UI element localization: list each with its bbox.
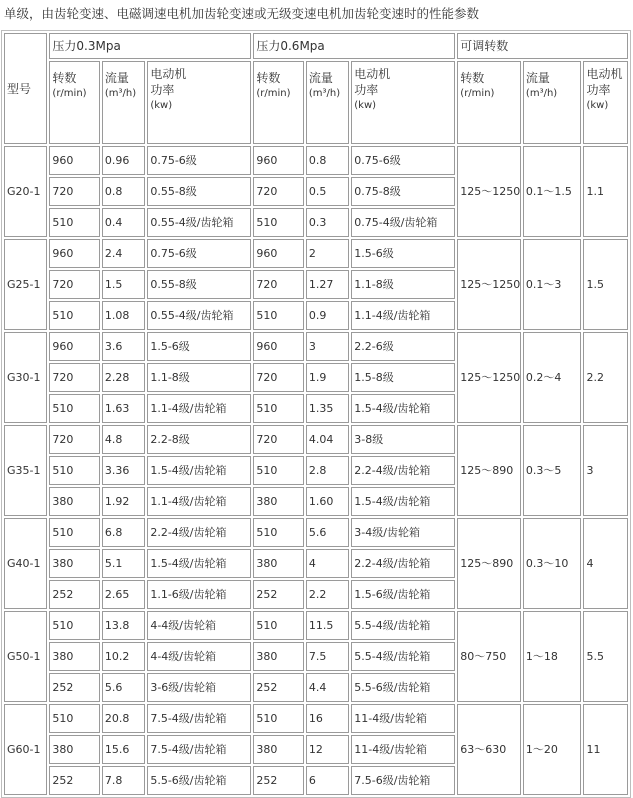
motor-cell-03: 4-4级/齿轮箱 <box>147 611 251 640</box>
flow-cell-03: 20.8 <box>102 704 145 733</box>
flow-cell-06: 4.04 <box>306 425 349 454</box>
flow-cell-03: 1.92 <box>102 487 145 516</box>
speed-cell-06: 960 <box>253 332 303 361</box>
speed-cell-03: 720 <box>49 363 99 392</box>
model-cell: G25-1 <box>4 239 47 330</box>
flow-cell-03: 6.8 <box>102 518 145 547</box>
table-row <box>4 239 628 268</box>
flow-cell-03: 5.6 <box>102 673 145 702</box>
table-row <box>4 704 628 733</box>
motor-cell-06: 11-4级/齿轮箱 <box>351 704 455 733</box>
motor-cell-03: 7.5-4级/齿轮箱 <box>147 704 251 733</box>
flow-cell-06: 0.9 <box>306 301 349 330</box>
speed-cell-06: 252 <box>253 673 303 702</box>
motor-cell-06: 2.2-4级/齿轮箱 <box>351 549 455 578</box>
adjustable-speed-cell: 63～630 <box>457 704 521 795</box>
speed-cell-06: 510 <box>253 394 303 423</box>
flow-cell-06: 5.6 <box>306 518 349 547</box>
motor-cell-06: 1.1-8级 <box>351 270 455 299</box>
speed-cell-06: 380 <box>253 735 303 764</box>
speed-cell-06: 510 <box>253 208 303 237</box>
speed-cell-03: 720 <box>49 177 99 206</box>
flow-cell-06: 4.4 <box>306 673 349 702</box>
speed-cell-03: 510 <box>49 611 99 640</box>
flow-cell-03: 2.4 <box>102 239 145 268</box>
speed-cell-06: 380 <box>253 487 303 516</box>
motor-cell-03: 0.55-8级 <box>147 177 251 206</box>
speed-cell-03: 510 <box>49 394 99 423</box>
flow-cell-06: 12 <box>306 735 349 764</box>
flow-cell-03: 2.28 <box>102 363 145 392</box>
flow-cell-06: 0.5 <box>306 177 349 206</box>
adjustable-flow-cell: 0.3～5 <box>523 425 582 516</box>
motor-cell-06: 1.1-4级/齿轮箱 <box>351 301 455 330</box>
speed-cell-03: 960 <box>49 146 99 175</box>
speed-cell-06: 510 <box>253 301 303 330</box>
speed-cell-03: 720 <box>49 270 99 299</box>
motor-cell-06: 3-4级/齿轮箱 <box>351 518 455 547</box>
adjustable-flow-cell: 0.2～4 <box>523 332 582 423</box>
speed-cell-03: 510 <box>49 518 99 547</box>
motor-cell-06: 11-4级/齿轮箱 <box>351 735 455 764</box>
motor-cell-03: 0.55-4级/齿轮箱 <box>147 208 251 237</box>
model-cell: G50-1 <box>4 611 47 702</box>
model-cell: G20-1 <box>4 146 47 237</box>
speed-cell-06: 380 <box>253 642 303 671</box>
table-row <box>4 611 628 640</box>
speed-cell-03: 510 <box>49 208 99 237</box>
motor-cell-06: 2.2-6级 <box>351 332 455 361</box>
motor-cell-03: 1.1-4级/齿轮箱 <box>147 487 251 516</box>
flow-cell-03: 2.65 <box>102 580 145 609</box>
motor-cell-03: 1.5-4级/齿轮箱 <box>147 456 251 485</box>
motor-cell-03: 0.75-6级 <box>147 146 251 175</box>
performance-table <box>1 30 631 798</box>
flow-cell-03: 0.4 <box>102 208 145 237</box>
flow-cell-06: 11.5 <box>306 611 349 640</box>
table-body <box>4 146 628 795</box>
speed-cell-03: 510 <box>49 456 99 485</box>
adjustable-speed-cell: 80～750 <box>457 611 521 702</box>
motor-cell-03: 2.2-8级 <box>147 425 251 454</box>
speed-cell-06: 510 <box>253 611 303 640</box>
adjustable-flow-cell: 0.1～3 <box>523 239 582 330</box>
adjustable-flow-cell: 0.1～1.5 <box>523 146 582 237</box>
speed-cell-03: 252 <box>49 673 99 702</box>
table-row <box>4 332 628 361</box>
motor-cell-03: 0.55-4级/齿轮箱 <box>147 301 251 330</box>
flow-cell-06: 1.27 <box>306 270 349 299</box>
motor-cell-06: 1.5-6级/齿轮箱 <box>351 580 455 609</box>
adjustable-flow-cell: 1～20 <box>523 704 582 795</box>
motor-cell-06: 1.5-4级/齿轮箱 <box>351 394 455 423</box>
motor-cell-03: 1.1-8级 <box>147 363 251 392</box>
flow-cell-06: 1.60 <box>306 487 349 516</box>
motor-cell-03: 0.55-8级 <box>147 270 251 299</box>
speed-cell-03: 960 <box>49 239 99 268</box>
speed-cell-03: 510 <box>49 704 99 733</box>
header-speed-06: 转数 (r/min) <box>253 61 303 144</box>
header-motor-adj: 电动机 功率 (kw) <box>583 61 628 144</box>
flow-cell-03: 13.8 <box>102 611 145 640</box>
flow-cell-03: 3.6 <box>102 332 145 361</box>
motor-cell-06: 0.75-4级/齿轮箱 <box>351 208 455 237</box>
header-motor-03: 电动机 功率 (kw) <box>147 61 251 144</box>
speed-cell-06: 960 <box>253 239 303 268</box>
speed-cell-03: 720 <box>49 425 99 454</box>
header-row-columns <box>4 61 628 144</box>
motor-cell-06: 5.5-4级/齿轮箱 <box>351 642 455 671</box>
motor-cell-03: 2.2-4级/齿轮箱 <box>147 518 251 547</box>
header-flow-03: 流量 (m³/h) <box>102 61 145 144</box>
speed-cell-03: 380 <box>49 549 99 578</box>
adjustable-motor-cell: 2.2 <box>583 332 628 423</box>
motor-cell-03: 7.5-4级/齿轮箱 <box>147 735 251 764</box>
adjustable-speed-cell: 125～890 <box>457 518 521 609</box>
flow-cell-06: 3 <box>306 332 349 361</box>
flow-cell-03: 1.63 <box>102 394 145 423</box>
adjustable-motor-cell: 5.5 <box>583 611 628 702</box>
flow-cell-06: 2.8 <box>306 456 349 485</box>
speed-cell-06: 510 <box>253 704 303 733</box>
header-model: 型号 <box>4 33 47 144</box>
speed-cell-06: 720 <box>253 363 303 392</box>
flow-cell-06: 2.2 <box>306 580 349 609</box>
motor-cell-03: 4-4级/齿轮箱 <box>147 642 251 671</box>
speed-cell-06: 720 <box>253 425 303 454</box>
speed-cell-06: 252 <box>253 580 303 609</box>
motor-cell-03: 3-6级/齿轮箱 <box>147 673 251 702</box>
motor-cell-06: 3-8级 <box>351 425 455 454</box>
flow-cell-06: 1.9 <box>306 363 349 392</box>
adjustable-motor-cell: 3 <box>583 425 628 516</box>
adjustable-speed-cell: 125～890 <box>457 425 521 516</box>
motor-cell-06: 2.2-4级/齿轮箱 <box>351 456 455 485</box>
model-cell: G60-1 <box>4 704 47 795</box>
header-flow-adj: 流量 (m³/h) <box>523 61 582 144</box>
flow-cell-03: 0.96 <box>102 146 145 175</box>
motor-cell-06: 1.5-8级 <box>351 363 455 392</box>
motor-cell-06: 5.5-6级/齿轮箱 <box>351 673 455 702</box>
table-row <box>4 425 628 454</box>
flow-cell-03: 1.08 <box>102 301 145 330</box>
header-speed-adj: 转数 (r/min) <box>457 61 521 144</box>
speed-cell-03: 252 <box>49 766 99 795</box>
header-motor-06: 电动机 功率 (kw) <box>351 61 455 144</box>
speed-cell-03: 252 <box>49 580 99 609</box>
flow-cell-03: 3.36 <box>102 456 145 485</box>
speed-cell-06: 960 <box>253 146 303 175</box>
adjustable-motor-cell: 4 <box>583 518 628 609</box>
motor-cell-06: 7.5-6级/齿轮箱 <box>351 766 455 795</box>
adjustable-flow-cell: 1～18 <box>523 611 582 702</box>
header-speed-03: 转数 (r/min) <box>49 61 99 144</box>
header-row-groups <box>4 33 628 59</box>
motor-cell-06: 0.75-6级 <box>351 146 455 175</box>
adjustable-motor-cell: 1.5 <box>583 239 628 330</box>
flow-cell-03: 15.6 <box>102 735 145 764</box>
flow-cell-06: 1.35 <box>306 394 349 423</box>
adjustable-speed-cell: 125～1250 <box>457 332 521 423</box>
model-cell: G30-1 <box>4 332 47 423</box>
flow-cell-03: 4.8 <box>102 425 145 454</box>
speed-cell-03: 380 <box>49 735 99 764</box>
motor-cell-03: 1.5-6级 <box>147 332 251 361</box>
speed-cell-03: 960 <box>49 332 99 361</box>
motor-cell-06: 0.75-8级 <box>351 177 455 206</box>
motor-cell-03: 1.1-6级/齿轮箱 <box>147 580 251 609</box>
table-row <box>4 146 628 175</box>
adjustable-motor-cell: 11 <box>583 704 628 795</box>
flow-cell-06: 7.5 <box>306 642 349 671</box>
motor-cell-06: 5.5-4级/齿轮箱 <box>351 611 455 640</box>
header-group-0.6mpa: 压力0.6Mpa <box>253 33 455 59</box>
model-cell: G35-1 <box>4 425 47 516</box>
adjustable-speed-cell: 125～1250 <box>457 146 521 237</box>
flow-cell-06: 0.8 <box>306 146 349 175</box>
motor-cell-03: 1.1-4级/齿轮箱 <box>147 394 251 423</box>
flow-cell-03: 0.8 <box>102 177 145 206</box>
table-caption: 单级，由齿轮变速、电磁调速电机加齿轮变速或无级变速电机加齿轮变速时的性能参数 <box>4 6 480 21</box>
motor-cell-03: 5.5-6级/齿轮箱 <box>147 766 251 795</box>
adjustable-flow-cell: 0.3～10 <box>523 518 582 609</box>
header-group-adjustable: 可调转数 <box>457 33 628 59</box>
flow-cell-03: 10.2 <box>102 642 145 671</box>
motor-cell-06: 1.5-6级 <box>351 239 455 268</box>
model-cell: G40-1 <box>4 518 47 609</box>
flow-cell-06: 2 <box>306 239 349 268</box>
header-flow-06: 流量 (m³/h) <box>306 61 349 144</box>
table-row <box>4 518 628 547</box>
flow-cell-06: 4 <box>306 549 349 578</box>
flow-cell-06: 6 <box>306 766 349 795</box>
flow-cell-03: 7.8 <box>102 766 145 795</box>
speed-cell-06: 720 <box>253 270 303 299</box>
motor-cell-03: 0.75-6级 <box>147 239 251 268</box>
flow-cell-03: 5.1 <box>102 549 145 578</box>
flow-cell-06: 16 <box>306 704 349 733</box>
speed-cell-06: 380 <box>253 549 303 578</box>
adjustable-motor-cell: 1.1 <box>583 146 628 237</box>
speed-cell-03: 510 <box>49 301 99 330</box>
header-group-0.3mpa: 压力0.3Mpa <box>49 33 251 59</box>
speed-cell-03: 380 <box>49 487 99 516</box>
speed-cell-06: 510 <box>253 518 303 547</box>
motor-cell-03: 1.5-4级/齿轮箱 <box>147 549 251 578</box>
speed-cell-06: 510 <box>253 456 303 485</box>
speed-cell-03: 380 <box>49 642 99 671</box>
flow-cell-03: 1.5 <box>102 270 145 299</box>
speed-cell-06: 252 <box>253 766 303 795</box>
motor-cell-06: 1.5-4级/齿轮箱 <box>351 487 455 516</box>
adjustable-speed-cell: 125～1250 <box>457 239 521 330</box>
speed-cell-06: 720 <box>253 177 303 206</box>
flow-cell-06: 0.3 <box>306 208 349 237</box>
